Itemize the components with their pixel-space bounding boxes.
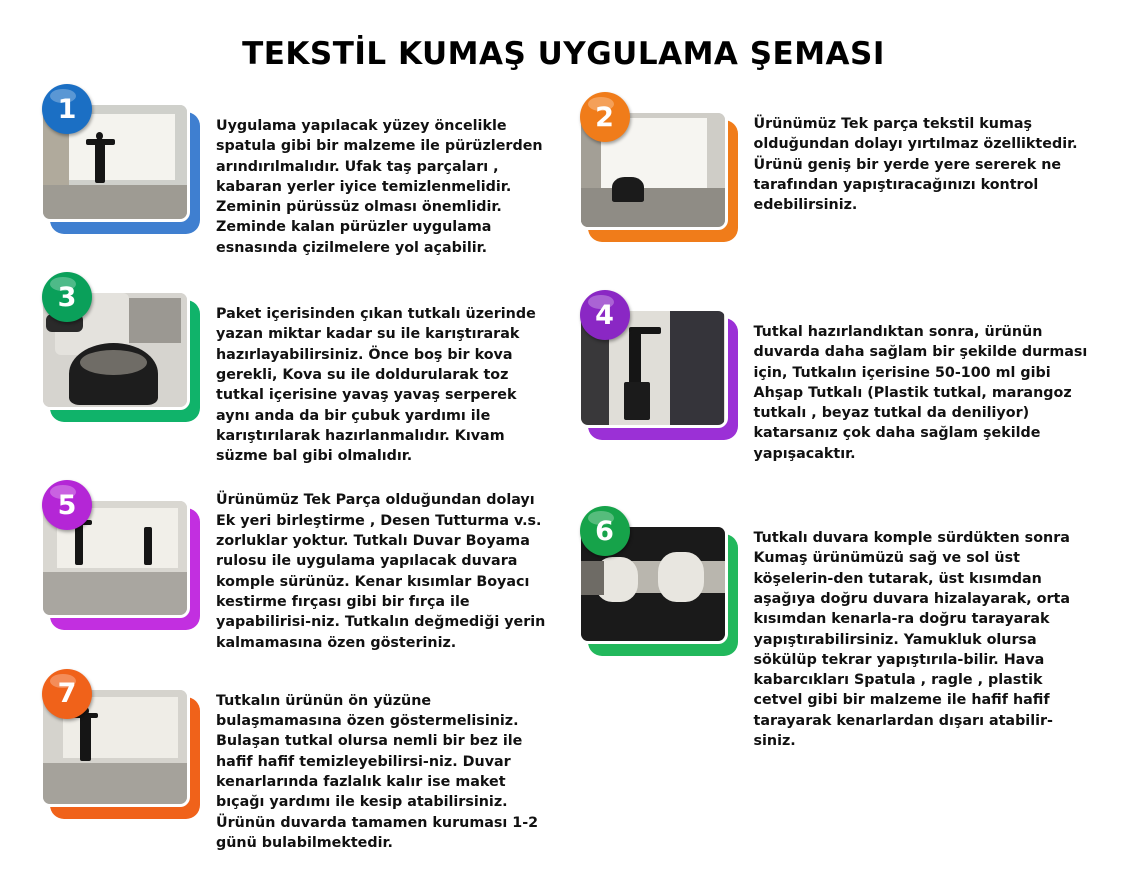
step-photo-wrapper [26,488,216,630]
step-number-badge: 4 [580,290,630,340]
step-photo-wrapper [564,298,754,440]
step-description: Ürünümüz Tek parça tekstil kumaş olduğundan dolayı yırtılmaz özelliktedir. Ürünü geniş bir yerde yere sererek ne tarafından yapıştıracağınızı kontrol edebilirsiniz. [753,116,1078,214]
step-photo-wrapper [26,677,216,819]
step-item [564,100,1102,242]
step-description: Tutkalı duvara komple sürdükten sonra Kumaş ürünümüzü sağ ve sol üst köşelerin-den tutarak, üst kısımdan aşağıya doğru duvara hizalayarak, orta kısımdan kenarla-ra doğru tarayarak yapıştırabilirsiniz. Yamukluk olursa sökülüp tekrar yapıştırıla-bilir. Hava kabarcıkları Spatula , ragle , plastik cetvel gibi bir malzeme ile hafif hafif tarayarak kenarlardan dışarı atabilir-siniz. [753,530,1071,750]
step-number-badge: 7 [42,669,92,719]
step-number-badge: 1 [42,84,92,134]
step-number-badge: 2 [580,92,630,142]
page-title: TEKSTİL KUMAŞ UYGULAMA ŞEMASI [242,36,885,72]
step-number-badge: 3 [42,272,92,322]
step-item [26,92,564,258]
left-column [26,72,564,853]
step-item [564,298,1102,464]
step-photo-wrapper [26,280,216,422]
step-number-badge: 5 [42,480,92,530]
step-description: Paket içerisinden çıkan tutkalı üzerinde yazan miktar kadar su ile karıştırarak hazırlayabilirsiniz. Önce boş bir kova gerekli, Kova su ile doldurularak toz tutkal içerisine yavaş yavaş serperek aynı anda da bir çubuk yardımı ile karıştırılarak hazırlanmalıdır. Kıvam süzme bal gibi olmalıdır. [216,306,536,465]
step-description: Tutkal hazırlandıktan sonra, ürünün duvarda daha sağlam bir şekilde durması için, Tutkalın içerisine 50-100 ml gibi Ahşap Tutkalı (Plastik tutkal, marangoz tutkalı , beyaz tutkal da deniliyor) katarsanız çok daha sağlam şekilde yapışacaktır. [753,324,1088,462]
steps-layout [0,72,1127,853]
right-column [564,72,1102,853]
step-item [26,677,564,853]
step-photo-wrapper [564,514,754,656]
step-photo-wrapper [564,100,754,242]
step-description: Ürünümüz Tek Parça olduğundan dolayı Ek yeri birleştirme , Desen Tutturma v.s. zorluklar yoktur. Tutkalı Duvar Boyama rulosu ile uygulama yapılacak duvara komple sürünüz. Kenar kısımlar Boyacı kestirme fırçası gibi bir fırça ile yapabilirisi-niz. Tutkalın değmediği yerin kalmamasına özen gösteriniz. [216,492,546,651]
step-description: Tutkalın ürünün ön yüzüne bulaşmamasına özen göstermelisiniz. Bulaşan tutkal olursa nemli bir bez ile hafif hafif temizleyebilirsi-niz. Duvar kenarlarında fazlalık kalır ise maket bıçağı yardımı ile kesip atabilirsiniz. Ürünün duvarda tamamen kuruması 1-2 günü bulabilmektedir. [216,692,539,851]
step-item [26,488,564,652]
step-item [26,280,564,466]
step-item [564,514,1102,751]
step-number-badge: 6 [580,506,630,556]
step-photo-wrapper [26,92,216,234]
step-description: Uygulama yapılacak yüzey öncelikle spatula gibi bir malzeme ile pürüzlerden arındırılmalıdır. Ufak taş parçaları , kabaran yerler iyice temizlenmelidir. Zeminin pürüssüz olması önemlidir. Zeminde kalan pürüzler uygulama esnasında çizilmelere yol açabilir. [216,118,543,256]
